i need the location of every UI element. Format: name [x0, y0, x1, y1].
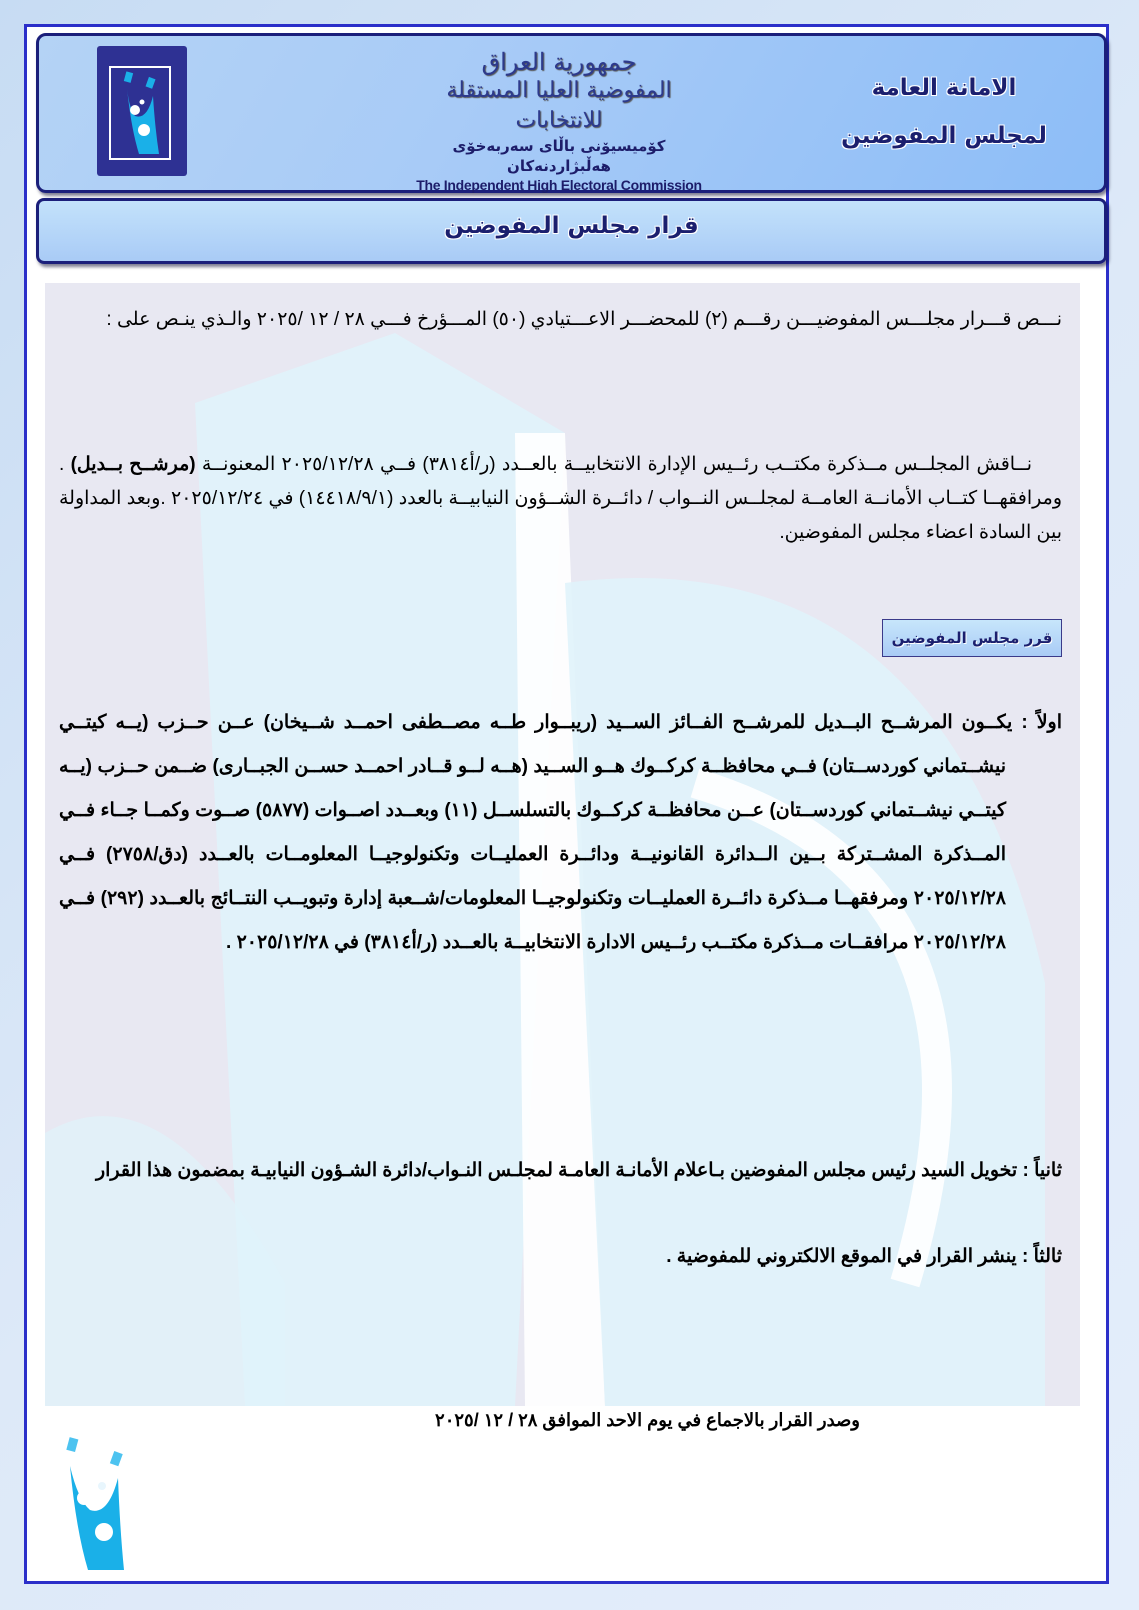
decision-item-text: تخويل السيد رئيس مجلس المفوضين بـاعلام الأمانـة العامـة لمجلـس النـواب/دائرة الشـؤون النيابيـة بمضمون هذا القرار: [95, 1160, 1018, 1181]
decision-item-first: [59, 701, 1062, 965]
decision-item-label: ثالثاً :: [1022, 1246, 1062, 1267]
discussion-text-1: نــاقش المجلــس مــذكرة مكتــب رئــيس الإدارة الانتخابيــة بالعــدد (ر/أ٣٨١٤) فــي ٢٠٢٥/١٢/٢٨ المعنونــة: [195, 454, 1033, 475]
document-body: [45, 283, 1080, 1406]
intro-paragraph: نـــص قـــرار مجلـــس المفوضيـــن رقـــم (٢) للمحضـــر الاعـــتيادي (٥٠) المـــؤرخ فـــي ٢٨ / ١٢ /٢٠٢٥ والـذي ينـص على :: [106, 309, 1062, 330]
decision-item-third: [59, 1235, 1062, 1279]
document-title-bar: [36, 198, 1107, 264]
header-title: [834, 64, 1054, 160]
emblem-commission-ku: كۆمیسیۆنی باڵای سەربەخۆی هەڵبژاردنەکان: [452, 137, 666, 175]
decision-item-text: ينشر القرار في الموقع الالكتروني للمفوضية .: [666, 1246, 1017, 1267]
discussion-text-2: . ومرافقهــا كتــاب الأمانــة العامــة لمجلــس النــواب / دائــرة الشــؤون النيابيــة بالعدد (١٤٤١٨/٩/١) في ٢٠٢٥/١٢/٢٤ .وبعد المداولة بين السادة اعضاء مجلس المفوضين.: [59, 454, 1062, 543]
emblem-commission-ar: المفوضية العليا المستقلة للانتخابات: [446, 78, 672, 133]
ihec-logo-icon: [97, 46, 187, 176]
issuance-statement: وصدر القرار بالاجماع في يوم الاحد الموافق ٢٨ / ١٢ /٢٠٢٥: [435, 1410, 860, 1430]
header-title-line-1: الامانة العامة: [871, 75, 1017, 101]
emblem-republic: جمهورية العراق: [481, 48, 637, 76]
decision-item-label: اولاً :: [1021, 712, 1063, 733]
decision-item-second: [59, 1153, 1062, 1189]
corner-logo-icon: [50, 1430, 150, 1570]
decided-label: قرر مجلس المفوضين: [882, 619, 1062, 657]
document-title: قرار مجلس المفوضين: [444, 213, 699, 239]
decision-item-label: ثانياً :: [1022, 1160, 1062, 1181]
discussion-subject: (مرشــح بــديل): [70, 454, 196, 475]
emblem-commission-en: The Independent High Electoral Commission: [416, 177, 702, 193]
document-header: [36, 33, 1107, 193]
header-title-line-2: لمجلس المفوضين: [841, 123, 1047, 149]
discussion-paragraph: [59, 448, 1062, 550]
ihec-emblem-text: [409, 48, 709, 194]
decision-item-text: يكــون المرشــح البــديل للمرشــح الفــائز الســيد (ريبــوار طــه مصــطفى احمــد شــيخان) عــن حــزب (يــه كيتــي نيشــتماني كوردســتان) فــي محافظــة كركــوك هــو الســيد (هــه لــو قــادر احمــد حســن الجبــارى) ضــمن حــزب (يــه كيتــي نيشــتماني كوردســتان) عــن محافظــة كركــوك بالتسلســل (١١) وبعــدد اصــوات (٥٨٧٧) صــوت وكمــا جــاء فــي المــذكرة المشــتركة بــين الــدائرة القانونيــة ودائــرة العمليــات وتكنولوجيــا المعلومــات بالعــدد (دق/٢٧٥٨) فــي ٢٠٢٥/١٢/٢٨ ومرفقهــا مــذكرة دائــرة العمليــات وتكنولوجيــا المعلومات/شــعبة إدارة وتبويــب النتــائج بالعــدد (٢٩٢) فــي ٢٠٢٥/١٢/٢٨ مرافقــات مــذكرة مكتــب رئــيس الادارة الانتخابيــة بالعــدد (ر/أ٣٨١٤) في ٢٠٢٥/١٢/٢٨ .: [59, 712, 1013, 953]
